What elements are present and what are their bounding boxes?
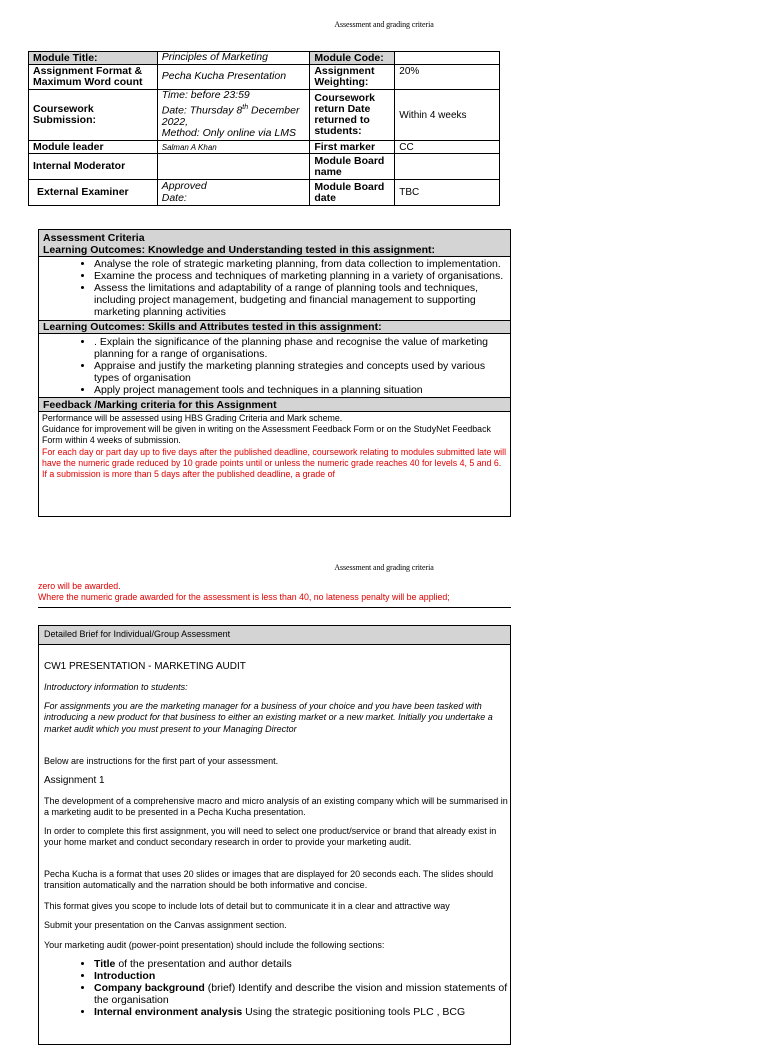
knowledge-outcomes-list	[39, 257, 510, 320]
module-info-table	[28, 51, 500, 206]
first-marker-value: CC	[395, 141, 500, 154]
feedback-text	[39, 412, 510, 480]
late-policy-continuation	[38, 581, 511, 603]
external-examiner-label: External Examiner	[29, 180, 158, 206]
list-item: • Company background (brief) Identify and describe the vision and mission statements of the organisation	[94, 982, 524, 1006]
audit-sections-list	[78, 958, 524, 1018]
submission-date: Date: Thursday 8th December 2022,	[161, 103, 300, 128]
submission-details	[157, 90, 310, 141]
external-examiner-value	[157, 180, 310, 206]
submission-method: Method: Only online via LMS	[161, 127, 296, 140]
internal-moderator-label: Internal Moderator	[29, 154, 158, 180]
assignment-label: Assignment 1	[44, 775, 105, 786]
page-header-title-2: Assessment and grading criteria	[334, 563, 434, 572]
brief-para-5: Submit your presentation on the Canvas assignment section.	[44, 920, 287, 930]
board-name-label: Module Board name	[310, 154, 395, 180]
module-leader-label: Module leader	[29, 141, 158, 154]
module-code-label: Module Code:	[310, 52, 395, 65]
feedback-line: Guidance for improvement will be given in writing on the Assessment Feedback Form or on the StudyNet Feedback Form within 4 weeks of submission.	[42, 424, 491, 446]
examiner-date: Date:	[161, 191, 187, 204]
return-date-label: Coursework return Date returned to students:	[310, 90, 395, 141]
brief-para-2: In order to complete this first assignment, you will need to select one product/service or brand that already exist in your home market and conduct secondary research in order to provide your marketing audit.	[44, 826, 497, 848]
weighting-value: 20%	[395, 65, 500, 90]
list-item: • Internal environment analysis Using the strategic positioning tools PLC , BCG	[94, 1006, 524, 1018]
module-leader-value: Salman A Khan	[157, 141, 310, 154]
assessment-criteria-box	[38, 229, 511, 517]
skills-heading: Learning Outcomes: Skills and Attributes tested in this assignment:	[39, 320, 510, 334]
board-name-value	[395, 154, 500, 180]
criteria-heading: Assessment Criteria	[39, 230, 510, 245]
format-value: Pecha Kucha Presentation	[157, 65, 310, 90]
list-item: • . Explain the significance of the planning phase and recognise the value of marketing planning for a range of organisations.	[94, 336, 504, 360]
submission-time: Time: before 23:59	[161, 89, 250, 102]
list-item: • Assess the limitations and adaptability of a range of planning tools and techniques, including project management, budgeting and financial management to supporting marketing planning activities	[94, 282, 504, 318]
examiner-status: Approved	[161, 180, 207, 192]
brief-title: Detailed Brief for Individual/Group Assessment	[39, 626, 510, 645]
submission-label: Coursework Submission:	[29, 90, 158, 141]
knowledge-heading: Learning Outcomes: Knowledge and Understanding tested in this assignment:	[39, 244, 510, 257]
intro-label: Introductory information to students:	[44, 682, 188, 692]
module-title-value: Principles of Marketing	[157, 52, 310, 65]
first-marker-label: First marker	[310, 141, 395, 154]
cw-title: CW1 PRESENTATION - MARKETING AUDIT	[44, 661, 246, 672]
brief-para-1: The development of a comprehensive macro and micro analysis of an existing company which will be summarised in a marketing audit to be presented in a Pecha Kucha presentation.	[44, 796, 508, 818]
brief-para-3: Pecha Kucha is a format that uses 20 slides or images that are displayed for 20 seconds each. The slides should transition automatically and the narration should be both informative and concise.	[44, 869, 494, 891]
return-date-value: Within 4 weeks	[395, 90, 500, 141]
penalty-note: Where the numeric grade awarded for the assessment is less than 40, no lateness penalty will be applied;	[38, 592, 450, 603]
list-item: • Title of the presentation and author details	[94, 958, 524, 970]
feedback-heading: Feedback /Marking criteria for this Assignment	[39, 397, 510, 412]
weighting-label: Assignment Weighting:	[310, 65, 395, 90]
internal-moderator-value	[157, 154, 310, 180]
board-date-value: TBC	[395, 180, 500, 206]
list-item: • Apply project management tools and techniques in a planning situation	[94, 384, 504, 396]
module-code-value	[395, 52, 500, 65]
instructions-text: Below are instructions for the first part of your assessment.	[44, 756, 279, 766]
list-item: • Introduction	[94, 970, 524, 982]
format-label: Assignment Format & Maximum Word count	[29, 65, 158, 90]
brief-para-6: Your marketing audit (power-point presentation) should include the following sections:	[44, 940, 385, 950]
board-date-label: Module Board date	[310, 180, 395, 206]
page-header-title: Assessment and grading criteria	[334, 20, 434, 29]
late-policy: For each day or part day up to five days after the published deadline, coursework relating to modules submitted late will have the numeric grade reduced by 10 grade points until or unless the numeric grade reaches 40 for levels 4, 5 and 6. If a submission is more than 5 days after the published deadline, a grade of	[42, 446, 507, 480]
brief-para-4: This format gives you scope to include lots of detail but to communicate it in a clear and attractive way	[44, 901, 450, 911]
feedback-line: Performance will be assessed using HBS Grading Criteria and Mark scheme.	[42, 413, 343, 423]
divider	[38, 607, 511, 608]
module-title-label: Module Title:	[29, 52, 158, 65]
late-policy-cont: zero will be awarded.	[38, 581, 121, 591]
intro-text: For assignments you are the marketing manager for a business of your choice and you have been tasked with introducing a new product for that business to either an existing market or a new market. Initially you undertake a market audit which you must present to your Managing Director	[44, 701, 493, 734]
list-item: • Examine the process and techniques of marketing planning in a variety of organisations.	[94, 270, 504, 282]
skills-outcomes-list	[39, 334, 510, 397]
list-item: • Analyse the role of strategic marketing planning, from data collection to implementation.	[94, 258, 504, 270]
list-item: • Appraise and justify the marketing planning strategies and concepts used by various types of organisation	[94, 360, 504, 384]
